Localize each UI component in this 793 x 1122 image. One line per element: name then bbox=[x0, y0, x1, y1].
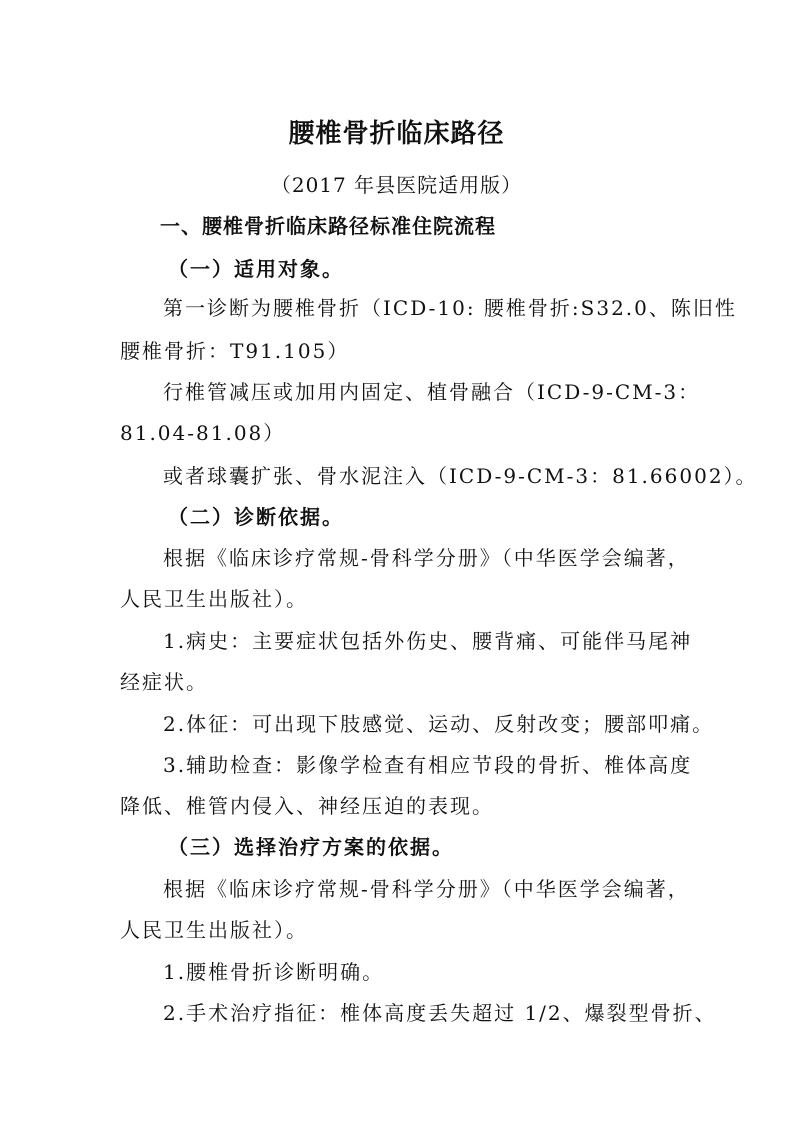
section-heading-standard-process: 一、腰椎骨折临床路径标准住院流程 bbox=[160, 214, 496, 238]
paragraph-auxiliary-exam-line2: 降低、椎管内侵入、神经压迫的表现。 bbox=[120, 794, 494, 818]
paragraph-treatment-reference-line2: 人民卫生出版社）。 bbox=[120, 918, 308, 942]
paragraph-balloon-cement: 或者球囊扩张、骨水泥注入（ICD-9-CM-3：81.66002）。 bbox=[163, 464, 758, 488]
paragraph-auxiliary-exam-line1: 3.辅助检查：影像学检查有相应节段的骨折、椎体高度 bbox=[163, 753, 693, 777]
paragraph-first-diagnosis-line1: 第一诊断为腰椎骨折（ICD-10: 腰椎骨折:S32.0、陈旧性 bbox=[163, 296, 737, 320]
paragraph-signs: 2.体征：可出现下肢感觉、运动、反射改变；腰部叩痛。 bbox=[163, 712, 715, 736]
paragraph-treatment-reference-line1: 根据《临床诊疗常规-骨科学分册》（中华医学会编著， bbox=[163, 877, 690, 901]
paragraph-diagnosis-reference-line1: 根据《临床诊疗常规-骨科学分册》（中华医学会编著， bbox=[163, 546, 690, 570]
paragraph-first-diagnosis-line2: 腰椎骨折：T91.105） bbox=[120, 339, 350, 363]
paragraph-decompression-line2: 81.04-81.08） bbox=[120, 421, 286, 445]
paragraph-history-line1: 1.病史：主要症状包括外伤史、腰背痛、可能伴马尾神 bbox=[163, 629, 693, 653]
subsection-heading-treatment-basis: （三）选择治疗方案的依据。 bbox=[168, 835, 454, 859]
paragraph-diagnosis-clear: 1.腰椎骨折诊断明确。 bbox=[163, 960, 385, 984]
paragraph-surgery-indications: 2.手术治疗指征：椎体高度丢失超过 1/2、爆裂型骨折、 bbox=[163, 1001, 717, 1025]
paragraph-history-line2: 经症状。 bbox=[120, 670, 208, 694]
subsection-heading-applicable-subjects: （一）适用对象。 bbox=[168, 257, 344, 281]
paragraph-decompression-line1: 行椎管减压或加用内固定、植骨融合（ICD-9-CM-3： bbox=[163, 380, 701, 404]
subsection-heading-diagnosis-basis: （二）诊断依据。 bbox=[168, 505, 344, 529]
page-subtitle: （2017 年县医院适用版） bbox=[270, 173, 523, 197]
paragraph-diagnosis-reference-line2: 人民卫生出版社）。 bbox=[120, 587, 308, 611]
page-title: 腰椎骨折临床路径 bbox=[288, 119, 505, 149]
